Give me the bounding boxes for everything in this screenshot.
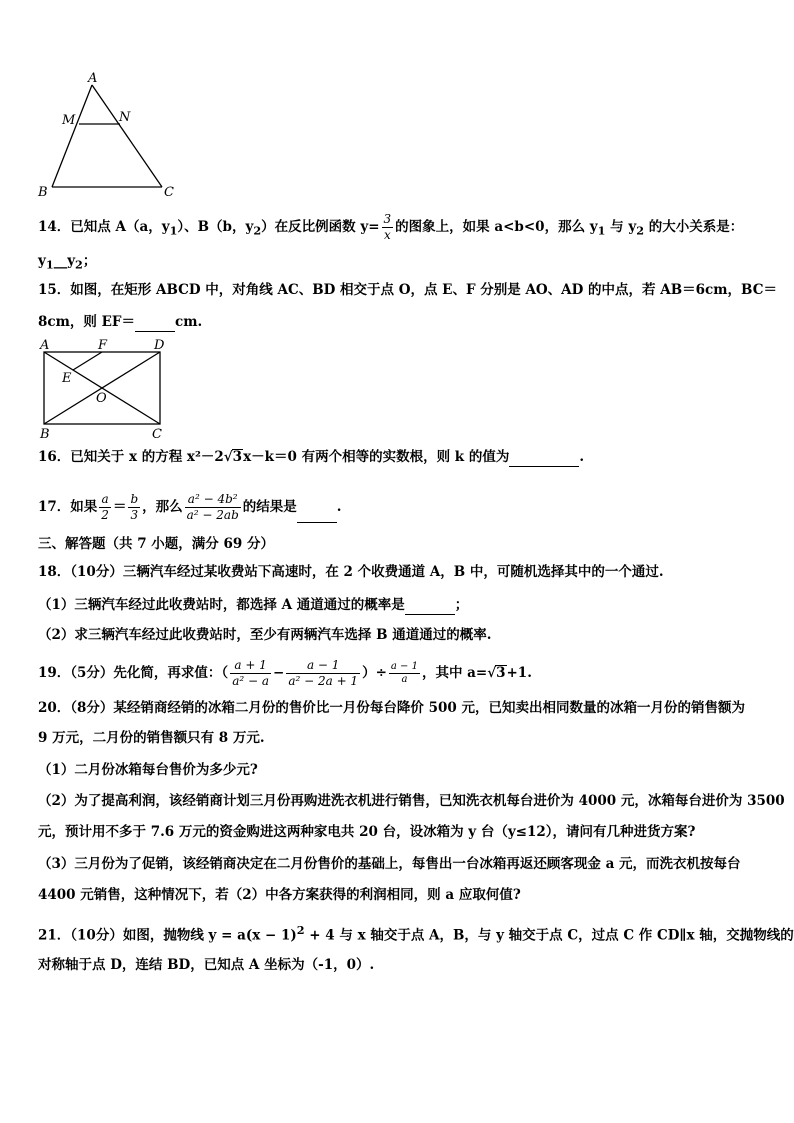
q14-sub: 2 [75,257,83,272]
fraction-denominator: 2 [101,508,109,522]
q15-text: cm. [174,314,203,330]
q14-text: 14．已知点 A（a，y [38,219,170,235]
q17-text: 的结果是 [242,499,297,515]
label-M: M [62,113,76,128]
question-20-part2-line2: 元，预计用不多于 7.6 万元的资金购进这两种家电共 20 台，设冰箱为 y 台（y≤12），请问有几种进货方案? [38,824,696,840]
q16-text: 16．已知关于 x 的方程 x²－2 [38,449,224,465]
question-21-line1 [38,920,794,946]
q14-text: 与 y [605,219,637,235]
fraction-2 [286,658,360,689]
question-20-line2: 9 万元，二月份的销售额只有 8 万元. [38,730,265,746]
q19-text: ）÷ [362,665,387,681]
label-A: A [88,72,98,86]
answer-blank[interactable] [135,311,175,332]
q14-sub: 1 [45,257,54,272]
label-N: N [119,110,131,125]
fraction-3-over-x [382,212,394,243]
label-B: B [38,185,48,200]
question-20-line1: 20．（8分）某经销商经销的冰箱二月份的售价比一月份每台降价 500 元，已知卖出相同数量的冰箱一月份的销售额为 [38,700,746,716]
label-C: C [164,185,174,200]
q14-text: 的大小关系是： [644,219,744,235]
fraction-b-over-3 [128,492,140,523]
question-17 [38,492,764,523]
label-E: E [62,371,72,386]
q14-sub: 1 [169,223,178,238]
question-21-line2: 对称轴于点 D，连结 BD，已知点 A 坐标为（-1，0）. [38,957,375,973]
q14-text: ）在反比例函数 y= [261,219,380,235]
question-15-line1 [38,280,777,300]
q14-text: ； [82,253,97,269]
answer-blank[interactable] [509,446,579,467]
question-16: 16．已知关于 x 的方程 x²－2√3x－k＝0 有两个相等的实数根，则 k 的值为 . [38,446,764,467]
question-20-part2-line1: （2）为了提高利润，该经销商计划三月份再购进洗衣机进行销售，已知洗衣机每台进价为 4000 元，冰箱每台进价为 3500 [38,793,785,809]
label-C: C [152,427,162,442]
q17-text: . [336,499,342,515]
fraction-expression [185,492,241,523]
fraction-denominator: a [401,674,408,685]
fraction-numerator: a [99,492,111,508]
label-B: B [40,427,50,442]
answer-blank[interactable] [297,502,337,523]
fraction-1 [230,658,271,689]
fraction-numerator: a − 1 [286,658,360,674]
rectangle-figure [36,336,176,444]
q15-text: 15．如图，在矩形 ABCD 中，对角线 AC、BD 相交于点 O，点 E、F 分别是 AO、AD 的中点，若 AB＝6cm，BC＝ [38,282,777,298]
label-F: F [98,338,108,353]
q21-text: + 4 与 x 轴交于点 A，B，与 y 轴交于点 C，过点 C 作 CD∥x 轴，交抛物线的 [304,927,794,944]
label-D: D [154,338,165,353]
sqrt-radicand: 3 [232,449,243,465]
q18-text: （1）三辆汽车经过此收费站时，都选择 A 通道通过的概率是 [38,597,405,613]
question-18-part2: （2）求三辆汽车经过此收费站时，至少有两辆汽车选择 B 通道通过的概率. [38,627,492,643]
fraction-numerator: a + 1 [230,658,271,674]
q17-text: ，那么 [142,499,183,515]
q14-sub: 2 [636,223,645,238]
q15-text: 8cm，则 EF＝ [38,314,135,330]
fraction-denominator: x [383,228,391,242]
q14-sub: 2 [253,223,262,238]
q18-text: ； [454,597,469,613]
question-20-part1: （1）二月份冰箱每台售价为多少元? [38,762,258,778]
q21-sup: 2 [296,923,305,937]
fraction-a-over-2 [99,492,111,523]
equals-sign: ＝ [112,499,127,515]
label-A: A [40,338,50,353]
section-heading: 三、解答题（共 7 小题，满分 69 分） [38,536,274,552]
q14-text: y [38,253,46,269]
q16-text: . [579,449,585,465]
q19-text: ，其中 a= [421,665,488,681]
fraction-denominator: a² − 2ab [186,508,239,522]
fraction-denominator: a² − a [232,674,269,688]
answer-blank[interactable] [405,594,455,615]
fraction-numerator: a − 1 [390,661,418,672]
q16-text: x－k＝0 有两个相等的实数根，则 k 的值为 [243,449,510,465]
q21-text: 21．（10分）如图，抛物线 y = a(x − 1) [38,927,297,944]
q14-text: __y [53,253,76,269]
question-20-part3-line2: 4400 元销售，这种情况下，若（2）中各方案获得的利润相同，则 a 应取何值? [38,887,521,903]
minus-sign: − [273,665,285,681]
fraction-denominator: a² − 2a + 1 [288,674,359,688]
triangle-figure [36,72,186,200]
question-20-part3-line1: （3）三月份为了促销，该经销商决定在二月份售价的基础上，每售出一台冰箱再返还顾客现金 a 元，而洗衣机按每台 [38,856,741,872]
fraction-denominator: 3 [130,508,139,522]
question-18: 18．（10分）三辆汽车经过某收费站下高速时，在 2 个收费通道 A，B 中，可随机选择其中的一个通过. [38,564,664,580]
q19-text: 19．（5分）先化简，再求值：（ [38,665,229,681]
fraction-numerator: a² − 4b² [185,492,241,508]
question-19: 19．（5分）先化简，再求值：（ $\frac{a + 1}{\text{a² − a}}$ − $\frac{a - 1}{\text{a² − 2a + 1}}$ ）÷ $\frac{a - 1}{a}$ ，其中 a=√3+1. [38,658,532,688]
question-18-part1 [38,594,764,615]
sqrt-radicand: 3 [496,665,506,681]
question-14-line1 [38,212,764,243]
q14-text: 的图象上，如果 a<b<0，那么 y [395,219,598,235]
q17-text: 17．如果 [38,499,98,515]
fraction-numerator: 3 [383,212,392,226]
q14-text: ）、B（b，y [177,219,254,235]
label-O: O [96,391,107,406]
question-14-line2 [38,251,764,275]
fraction-3 [389,661,420,686]
q14-sub: 1 [597,223,606,238]
q19-text: +1. [506,665,532,681]
fraction-numerator: b [130,492,139,506]
question-15-line2 [38,311,764,332]
